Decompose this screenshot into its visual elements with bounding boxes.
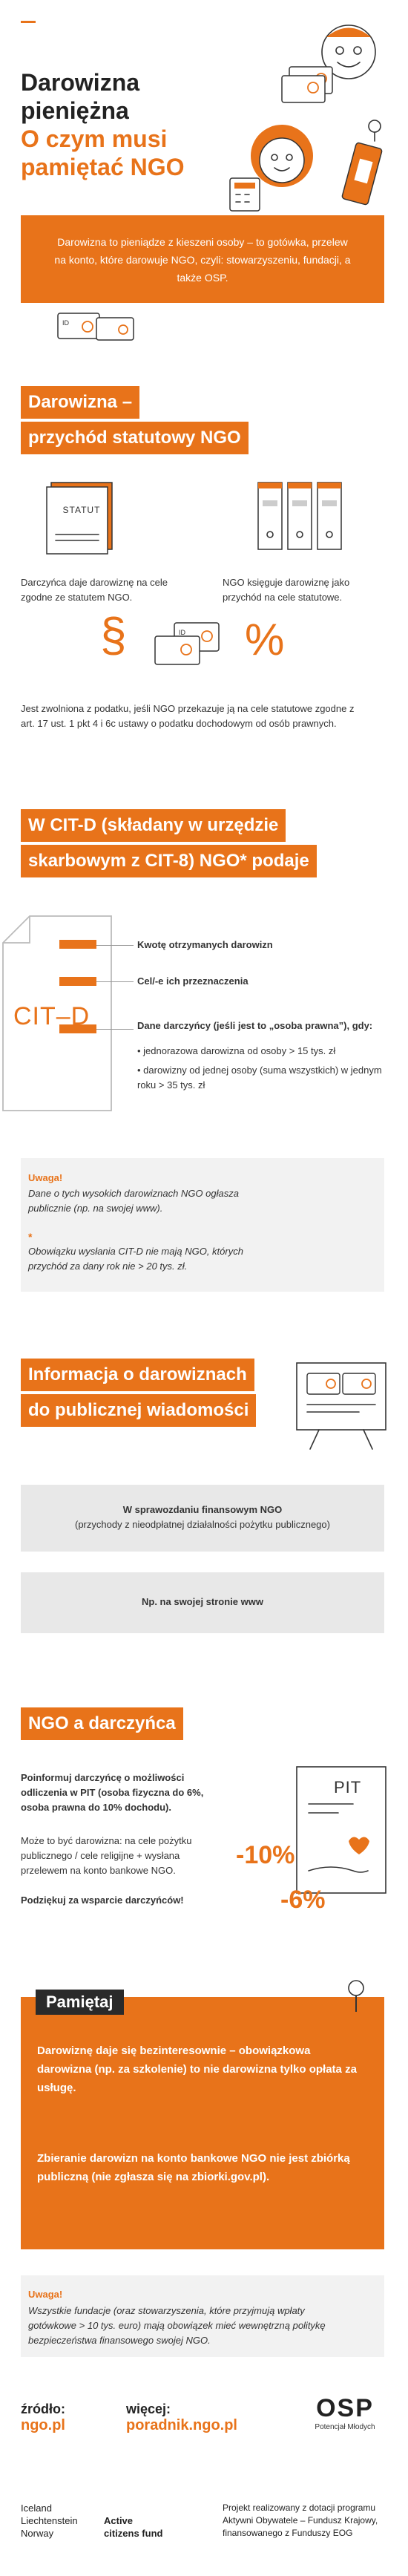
pin-icon: [341, 1978, 371, 2015]
svg-text:ID: ID: [62, 319, 69, 327]
title-line3: pamiętać NGO: [21, 154, 185, 180]
header-deco-line: [21, 21, 36, 23]
minus-6-label: -6%: [280, 1886, 326, 1914]
connector-1: [96, 945, 134, 946]
paragraph-symbol: §: [100, 608, 127, 661]
section2-note-star: *: [28, 1231, 33, 1243]
title-line2: O czym musi: [21, 125, 168, 152]
title-line1: Darowizna pieniężna: [21, 69, 140, 124]
fund-line2: citizens fund: [104, 2528, 163, 2539]
remember-p1: Darowiznę daje się bezinteresownie – obowiązkowa darowizna (np. za szkolenie) to nie darowizna tylko opłata za usługę.: [37, 2044, 357, 2094]
section4-title: [21, 1707, 243, 1743]
section1-col2-text: NGO księguje darowiznę jako przychód na cele statutowe.: [223, 577, 350, 603]
section2-note-title: Uwaga!: [28, 1172, 63, 1183]
citd-bullet-2-text: darowizny od jednej osoby (suma wszystkich) w jednym roku > 35 tys. zł: [137, 1065, 382, 1091]
id-cards-icon: [152, 620, 241, 672]
footer-source: [21, 2402, 65, 2434]
footer-source-label: źródło:: [21, 2402, 65, 2416]
binders-icon: [252, 475, 349, 557]
connector-3: [96, 1029, 134, 1030]
funder-line3: Norway: [21, 2528, 54, 2539]
section2-title-line2: skarbowym z CIT-8) NGO* podaje: [21, 845, 317, 877]
percent-symbol: %: [245, 615, 285, 664]
section2-title: [21, 809, 377, 880]
page-title: [21, 68, 243, 181]
remember-box: [21, 1997, 384, 2249]
osp-logo-caption: Potencjał Młodych: [315, 2423, 375, 2431]
header-illustration: [223, 15, 401, 212]
section3-title: [21, 1359, 303, 1430]
id-card-icon: [56, 310, 138, 349]
footer-funder-logo: [21, 2502, 78, 2540]
citd-item-donor: Dane darczyńcy (jeśli jest to „osoba prawna”), gdy:: [137, 1020, 373, 1031]
funder-line1: Iceland: [21, 2503, 52, 2514]
report-box-line2: (przychody z nieodpłatnej działalności pożytku publicznego): [75, 1519, 330, 1530]
osp-logo-text: OSP: [316, 2394, 374, 2422]
citd-bullet-1-text: jednorazowa darowizna od osoby > 15 tys. zł: [143, 1045, 336, 1056]
section2-note2: Obowiązku wysłania CIT-D nie mają NGO, których przychód za dany rok nie > 20 tys. zł.: [28, 1246, 243, 1272]
id-label-text: ID: [179, 629, 185, 636]
footer-more-value[interactable]: poradnik.ngo.pl: [126, 2417, 237, 2433]
section4-p3: Podziękuj za wsparcie darczyńców!: [21, 1895, 184, 1906]
osp-logo: [304, 2394, 386, 2431]
section1-tax-text: Jest zwolniona z podatku, jeśli NGO przekazuje ją na cele statutowe zgodne z art. 17 ust. 1 pkt 4 i 6c ustawy o podatku dochodowym od osób prawnych.: [21, 703, 355, 729]
section4-p1: Poinformuj darczyńcę o możliwości odliczenia w PIT (osoba fizyczna do 6%, osoba prawna do 10% dochodu).: [21, 1772, 204, 1813]
citd-item-amount: Kwotę otrzymanych darowizn: [137, 939, 273, 950]
footer-source-value[interactable]: ngo.pl: [21, 2417, 65, 2433]
intro-box: [21, 215, 384, 303]
intro-text: Darowizna to pieniądze z kieszeni osoby – to gotówka, przelew na konto, które darowuje NGO, czyli: stowarzyszeniu, fundacji, a także OSP.: [54, 236, 351, 284]
pit-label: PIT: [334, 1778, 362, 1797]
citd-bullet-1: • jednorazowa darowizna od osoby > 15 tys. zł: [137, 1045, 336, 1056]
fund-line1: Active: [104, 2515, 134, 2526]
footer-more-label: więcej:: [126, 2402, 171, 2416]
section1-col1-text: Darczyńca daje darowiznę na cele zgodne ze statutem NGO.: [21, 577, 168, 603]
section1-title: [21, 386, 258, 457]
website-box: [21, 1572, 384, 1633]
statute-book-icon: [41, 475, 122, 557]
footer-fund-logo: [104, 2514, 162, 2540]
section3-title-line2: do publicznej wiadomości: [21, 1394, 256, 1427]
section5-note: Wszystkie fundacje (oraz stowarzyszenia, które przyjmują wpłaty gotówkowe > 10 tys. euro) mają obowiązek mieć wewnętrzną politykę bezpieczeństwa finansowego swojej NGO.: [28, 2305, 326, 2346]
footer-more: [126, 2402, 237, 2434]
section4-title-text: NGO a darczyńca: [21, 1707, 183, 1740]
section3-title-line1: Informacja o darowiznach: [21, 1359, 254, 1391]
connector-2: [96, 981, 134, 982]
funder-line2: Liechtenstein: [21, 2515, 78, 2526]
section4-p2: Może to być darowizna: na cele pożytku publicznego / cele religijne + wysłana przelewem na konto bankowe NGO.: [21, 1835, 192, 1876]
section1-title-line2: przychód statutowy NGO: [21, 422, 249, 454]
remember-title-tag: [36, 1990, 124, 2015]
remember-p2: Zbieranie darowizn na konto bankowe NGO nie jest zbiórką publiczną (nie zgłasza się na zbiorki.gov.pl).: [37, 2152, 350, 2183]
section1-title-line1: Darowizna –: [21, 386, 139, 419]
report-box: [21, 1485, 384, 1552]
citd-item-purpose: Cel/-e ich przeznaczenia: [137, 975, 249, 987]
report-box-line1: W sprawozdaniu finansowym NGO: [122, 1504, 283, 1515]
statute-label: STATUT: [62, 505, 101, 515]
section5-note-title: Uwaga!: [28, 2289, 63, 2300]
minus-10-label: -10%: [236, 1841, 295, 1869]
website-box-line1: Np. na swojej stronie www: [142, 1596, 263, 1607]
section2-note-box: [21, 1158, 384, 1292]
cit-d-form-label: CIT–D: [13, 1002, 91, 1030]
remember-title: Pamiętaj: [46, 1993, 113, 2011]
section5-note-box: [21, 2275, 384, 2357]
footer-project-text: Projekt realizowany z dotacji programu Aktywni Obywatele – Fundusz Krajowy, finansowanego z Funduszy EOG: [223, 2503, 378, 2538]
citd-bullet-2: • darowizny od jednej osoby (suma wszystkich) w jednym roku > 35 tys. zł: [137, 1065, 382, 1091]
section2-note1: Dane o tych wysokich darowiznach NGO ogłasza publicznie (np. na swojej www).: [28, 1188, 239, 1214]
board-icon: [289, 1357, 393, 1454]
section2-title-line1: W CIT-D (składany w urzędzie: [21, 809, 286, 842]
